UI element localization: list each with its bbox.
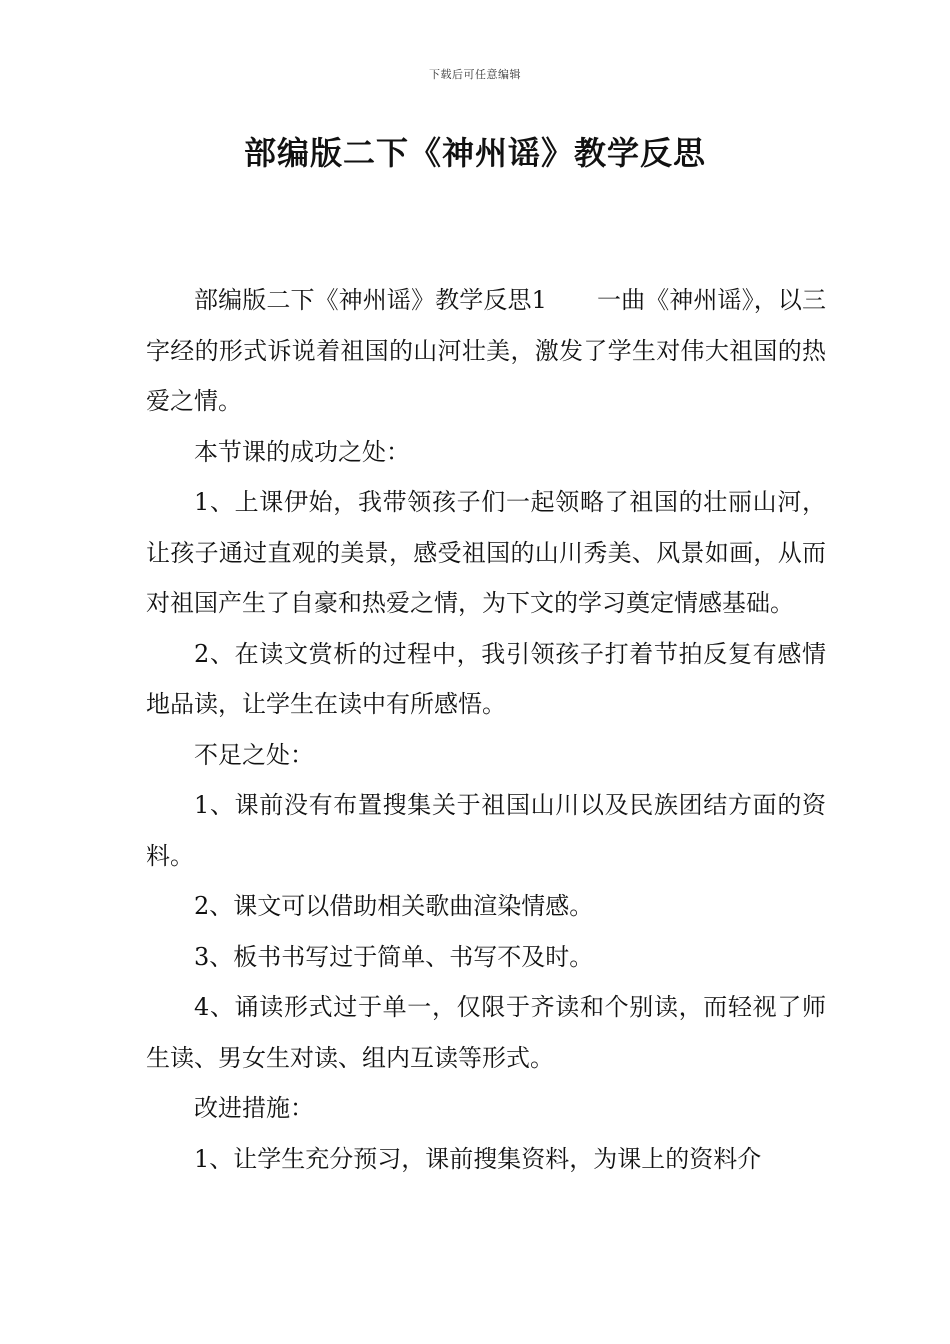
- document-body: [146, 275, 826, 1184]
- header-note: 下载后可任意编辑: [429, 68, 521, 81]
- paragraph-lead: 部编版二下《神州谣》教学反思1: [194, 286, 547, 314]
- paragraph-shortcoming-4: 4、诵读形式过于单一，仅限于齐读和个别读，而轻视了师生读、男女生对读、组内互读等形式。: [146, 993, 826, 1072]
- paragraph-shortcoming-1: 1、课前没有布置搜集关于祖国山川以及民族团结方面的资料。: [146, 791, 826, 870]
- paragraph-success-2: 2、在读文赏析的过程中，我引领孩子打着节拍反复有感情地品读，让学生在读中有所感悟。: [146, 639, 826, 718]
- paragraph-text: 一曲《神州谣》，以三字经的形式诉说着祖国的山河壮美，激发了学生对伟大祖国的热爱之情。: [146, 286, 826, 415]
- paragraph-shortcoming-3: 3、板书书写过于简单、书写不及时。: [194, 942, 594, 971]
- paragraph-shortcoming-2: 2、课文可以借助相关歌曲渲染情感。: [194, 892, 594, 920]
- paragraph-shortcoming-heading: 不足之处：: [194, 740, 314, 769]
- paragraph-success-1: 1、上课伊始，我带领孩子们一起领略了祖国的壮丽山河，让孩子通过直观的美景，感受祖国的山川秀美、风景如画，从而对祖国产生了自豪和热爱之情，为下文的学习奠定情感基础。: [146, 488, 826, 617]
- paragraph-success-heading: 本节课的成功之处：: [194, 437, 410, 466]
- paragraph-improvement-1: 1、让学生充分预习，课前搜集资料，为课上的资料介: [194, 1144, 762, 1173]
- document-title: 部编版二下《神州谣》教学反思: [243, 134, 706, 172]
- paragraph-intro: [146, 275, 826, 427]
- paragraph-improvement-heading: 改进措施：: [194, 1094, 314, 1122]
